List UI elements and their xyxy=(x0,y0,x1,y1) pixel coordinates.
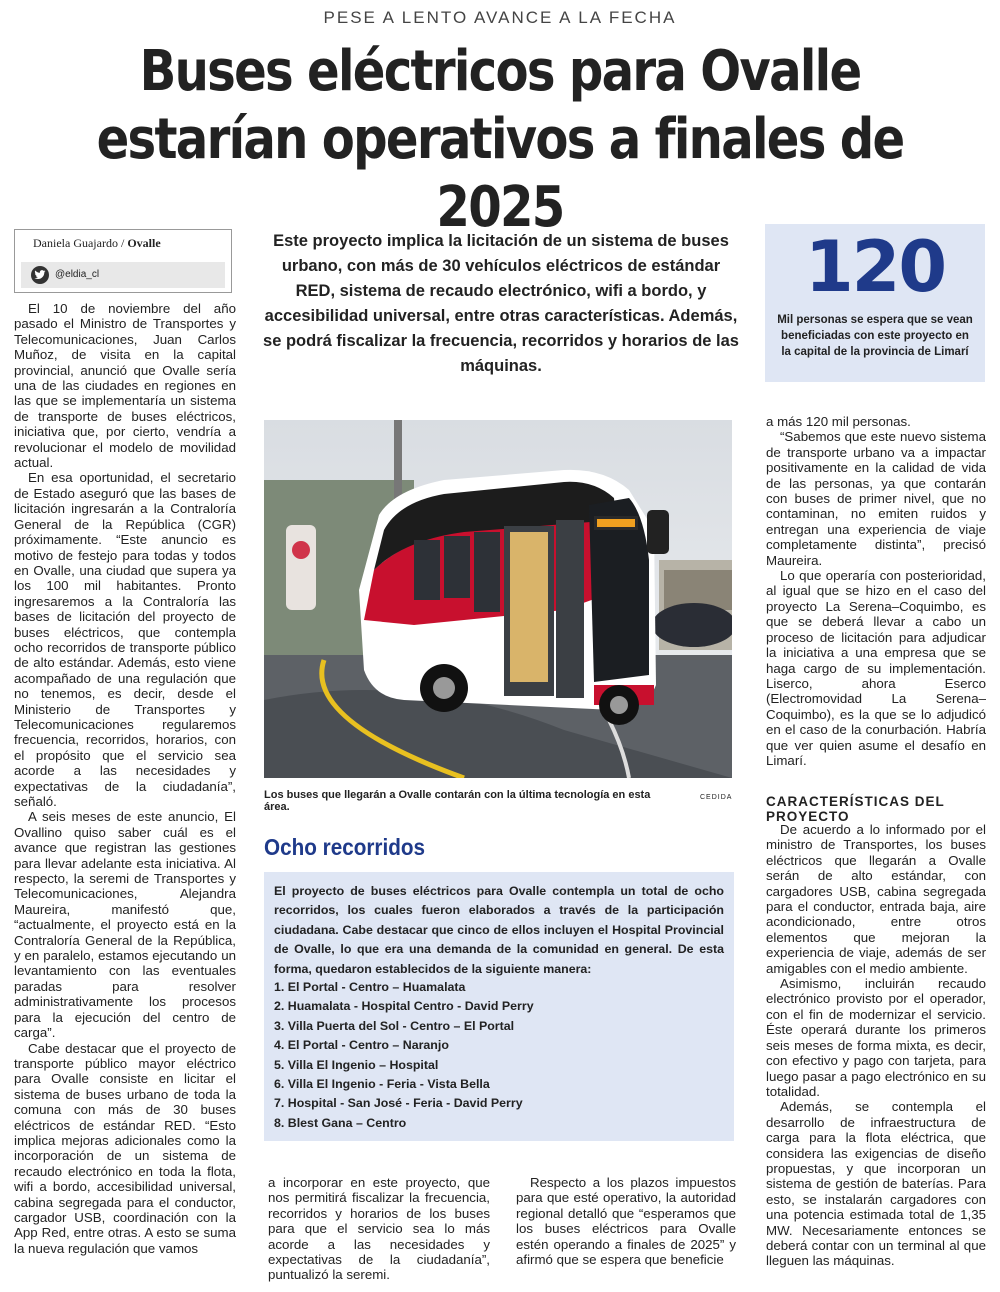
route-item: 5. Villa El Ingenio – Hospital xyxy=(274,1057,439,1072)
paragraph: El 10 de noviembre del año pasado el Ministro de Transportes y Telecomunicaciones, Juan Carlos Muñoz, de visita en la capital provincial, anunció que Ovalle sería una de las ciudades en regiones en las que se implementaría un sistema de transporte de buses eléctricos, iniciativa que, por cierto, vendría a revolucionar el modelo de movilidad actual. xyxy=(14,301,236,471)
routes-list xyxy=(274,978,534,1133)
stat-number: 120 xyxy=(804,226,946,308)
paragraph: Asimismo, incluirán recaudo electrónico provisto por el operador, con el fin de modernizar el servicio. Éste operará durante los primeros seis meses de forma mixta, es decir, con efectivo y pago con tarjeta, para luego pasar a pago electrónico en su totalidad. xyxy=(766,976,986,1099)
article-column-middle-1 xyxy=(268,1175,490,1283)
article-column-middle-2 xyxy=(516,1175,736,1267)
section-heading: CARACTERÍSTICAS DEL PROYECTO xyxy=(766,794,945,824)
twitter-handle: @eldia_cl xyxy=(55,269,100,280)
photo-caption: Los buses que llegarán a Ovalle contarán con la última tecnología en esta área. xyxy=(264,789,651,813)
byline-box xyxy=(14,229,232,293)
lead-summary: Este proyecto implica la licitación de un sistema de buses urbano, con más de 30 vehículos eléctricos de estándar RED, sistema de recaudo electrónico, wifi a bordo, y accesibilidad universal, entre otras características. Además, se podrá fiscalizar la frecuencia, recorridos y horarios de las máquinas. xyxy=(263,232,739,375)
article-column-left xyxy=(14,301,236,1256)
paragraph: Además, se contempla el desarrollo de infraestructura de carga para la flota eléctrica, que considera las exigencias de diseño propuestas, y que incorporan un sistema de gestión de baterías. Para esto, se instalarán cargadores con una potencia estimada total de 1,35 MW. Necesariamente entonces se deberá contar con un terminal al que lleguen las máquinas. xyxy=(766,1099,986,1269)
twitter-icon xyxy=(31,266,49,284)
paragraph: De acuerdo a lo informado por el ministro de Transportes, los buses eléctricos que llegarán a Ovalle serán de alto estándar, con cargadores USB, cabina segregada para el conductor, entrada baja, aire acondicionado, entre otros elementos que mejoran la experiencia de viaje, además de ser amigables con el medio ambiente. xyxy=(766,822,986,976)
kicker: PESE A LENTO AVANCE A LA FECHA xyxy=(323,8,677,27)
author-name: Daniela Guajardo xyxy=(33,236,118,250)
routes-intro: El proyecto de buses eléctricos para Ovalle contempla un total de ocho recorridos, los cuales fueron elaborados a través de la participación ciudadana. Cabe destacar que cinco de ellos incluyen el Hospital Provincial de Ovalle, lo que era una demanda de la comunidad en general. De esta forma, quedaron establecidos de la siguiente manera: xyxy=(274,884,724,976)
route-item: 4. El Portal - Centro – Naranjo xyxy=(274,1038,449,1053)
paragraph: En esa oportunidad, el secretario de Estado aseguró que las bases de licitación ingresarán a la Contraloría General de la República (CGR) próximamente. “Este anuncio es motivo de festejo para todas y todos en Ovalle, una ciudad que supera ya los 100 mil habitantes. Pronto ingresaremos a la Contraloría las bases de licitación del proyecto de buses eléctricos, que contempla ocho recorridos de transporte público de alto estándar. Además, esto viene acompañado de una regulación que no tenemos, es decir, desde el Ministerio de Transportes y Telecomunicaciones regularemos frecuencia, recorridos, horarios, con el propósito que el servicio sea acorde a las necesidades y expectativas de la ciudadanía”, señaló. xyxy=(14,470,236,809)
routes-title: Ocho recorridos xyxy=(264,834,426,860)
route-item: 1. El Portal - Centro – Huamalata xyxy=(274,980,466,994)
article-column-right-2 xyxy=(766,822,986,1269)
route-item: 8. Blest Gana – Centro xyxy=(274,1115,407,1130)
paragraph: a más 120 mil personas. xyxy=(766,414,911,429)
route-item: 3. Villa Puerta del Sol - Centro – El Portal xyxy=(274,1018,515,1033)
route-item: 2. Huamalata - Hospital Centro - David Perry xyxy=(274,999,534,1014)
social-handle-bar xyxy=(21,262,225,288)
routes-box xyxy=(264,872,734,1141)
photo-credit: CEDIDA xyxy=(700,794,733,801)
article-column-right xyxy=(766,414,986,768)
stat-box xyxy=(765,224,985,382)
bus-photo xyxy=(264,420,732,778)
route-item: 7. Hospital - San José - Feria - David Perry xyxy=(274,1096,523,1111)
route-item: 6. Villa El Ingenio - Feria - Vista Bella xyxy=(274,1077,490,1092)
bus-red-logo: RED xyxy=(474,652,496,663)
paragraph: “Sabemos que este nuevo sistema de transporte urbano va a impactar positivamente en la calidad de vida de las personas, ya que contarán con buses de primer nivel, que no contaminan, no emiten ruidos y entregan una experiencia de viaje completamente distinta”, precisó Maureira. xyxy=(766,429,986,568)
headline: Buses eléctricos para Ovalle estarían operativos a finales de 2025 xyxy=(96,39,904,240)
paragraph: A seis meses de este anuncio, El Ovallino quiso saber cuál es el avance que registran las gestiones para llevar adelante esta iniciativa. Al respecto, la seremi de Transportes y Telecomunicaciones, Alejandra Maureira, manifestó que, “actualmente, el proyecto está en la Contraloría General de la República, y en paralelo, estamos ejecutando un levantamiento con las eventuales paradas para resolver administrativamente los procesos para la ejecución del centro de carga”. xyxy=(14,809,236,1041)
byline-author-line xyxy=(33,236,161,251)
paragraph: Cabe destacar que el proyecto de transporte público mayor eléctrico para Ovalle consiste en licitar el sistema de buses urbano de toda la comuna con más de 30 buses eléctricos de estándar RED. “Esto implica mejoras adicionales como la incorporación de un sistema de recaudo electrónico en toda la flota, wifi a bordo, accesibilidad universal, cabina segregada para el conductor, cargador USB, coordinación con la App Red, entre otras. A esto se suma la nueva regulación que vamos xyxy=(14,1040,236,1256)
byline-location: Ovalle xyxy=(127,236,161,250)
paragraph: Respecto a los plazos impuestos para que esté operativo, la autoridad regional detalló que “esperamos que los buses eléctricos para Ovalle estén operando a finales de 2025” y afirmó que se espera que beneficie xyxy=(516,1175,736,1268)
paragraph: a incorporar en este proyecto, que nos permitirá fiscalizar la frecuencia, recorridos y horarios de los buses para que el servicio sea lo más acorde a las necesidades y expectativas de la ciudadanía”, puntualizó la seremi. xyxy=(268,1175,490,1283)
paragraph: Lo que operaría con posterioridad, al igual que se hizo en el caso del proyecto La Serena–Coquimbo, es que se deberá llevar a cabo un proceso de licitación para adjudicar la iniciativa a una empresa que se haga cargo de su implementación. Liserco, ahora Eserco (Electromovidad La Serena–Coquimbo), es la que se lo adjudicó en el caso de la conurbación. Habría que ver quien asume el desafío en Limarí. xyxy=(766,568,986,768)
byline-separator: / xyxy=(117,236,128,250)
stat-caption: Mil personas se espera que se vean beneficiadas con este proyecto en la capital de la provincia de Limarí xyxy=(777,314,973,358)
